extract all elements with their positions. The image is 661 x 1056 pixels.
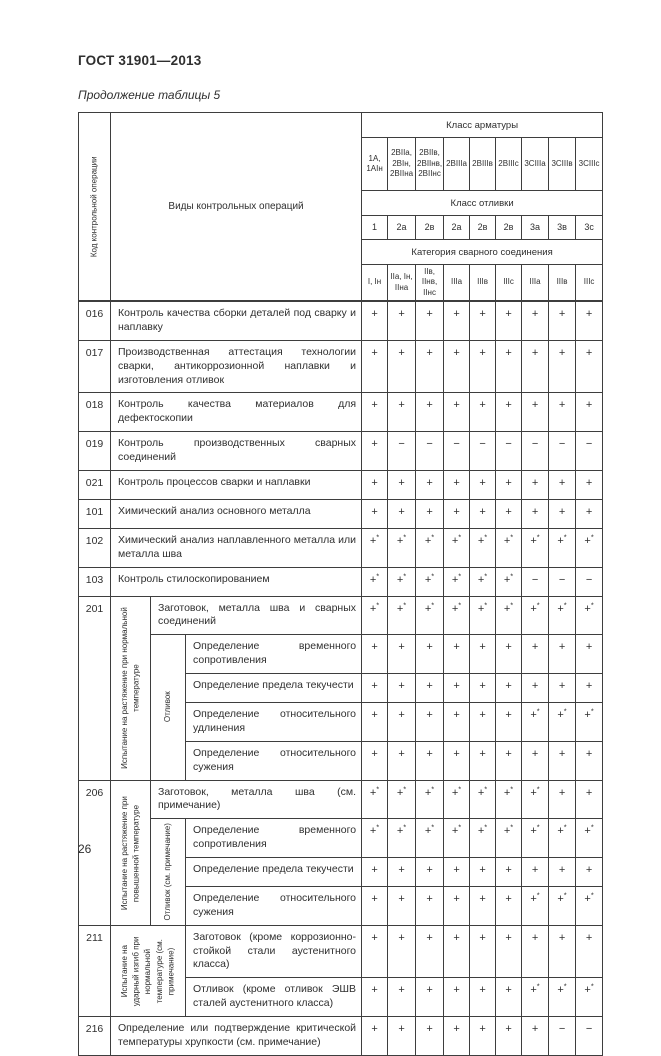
value-cell: + — [416, 857, 444, 886]
value-cell: + — [470, 703, 496, 742]
value-cell: + — [470, 301, 496, 340]
value-cell: + — [444, 741, 470, 780]
value-cell: + — [522, 470, 549, 499]
value-cell: + — [362, 978, 388, 1017]
value-cell: + — [522, 393, 549, 432]
value-cell: + — [388, 301, 416, 340]
value-cell: + — [388, 1016, 416, 1055]
value-cell: + — [444, 1016, 470, 1055]
value-cell: + — [362, 857, 388, 886]
op-code: 206 — [79, 780, 111, 925]
value-cell: +* — [416, 528, 444, 567]
value-cell: + — [496, 674, 522, 703]
op-code: 018 — [79, 393, 111, 432]
value-cell: + — [362, 301, 388, 340]
value-cell: +* — [362, 596, 388, 635]
value-cell: + — [576, 857, 603, 886]
value-cell: + — [576, 780, 603, 819]
value-cell: +* — [388, 780, 416, 819]
value-cell: + — [444, 978, 470, 1017]
op-desc: Определение относительного сужения — [186, 886, 362, 925]
value-cell: +* — [522, 780, 549, 819]
armature-class-header: 2ВIIв, 2ВIIнв, 2ВIIнс — [416, 138, 444, 191]
op-code: 103 — [79, 567, 111, 596]
armature-class-header: 3СIIIа — [522, 138, 549, 191]
value-cell: +* — [416, 567, 444, 596]
value-cell: +* — [388, 528, 416, 567]
value-cell: +* — [496, 780, 522, 819]
value-cell: +* — [444, 596, 470, 635]
op-code: 102 — [79, 528, 111, 567]
value-cell: + — [549, 393, 576, 432]
op-code: 201 — [79, 596, 111, 780]
casting-class-header: 1 — [362, 216, 388, 240]
value-cell: + — [549, 674, 576, 703]
op-desc: Определение относительного удлинения — [186, 703, 362, 742]
op-code: 019 — [79, 432, 111, 471]
page-number: 26 — [78, 842, 92, 856]
value-cell: + — [416, 978, 444, 1017]
value-cell: + — [362, 741, 388, 780]
value-cell: + — [444, 340, 470, 393]
casting-class-header: 3с — [576, 216, 603, 240]
value-cell: + — [470, 340, 496, 393]
value-cell: +* — [444, 567, 470, 596]
value-cell: + — [416, 393, 444, 432]
value-cell: + — [496, 886, 522, 925]
value-cell: + — [576, 741, 603, 780]
value-cell: + — [496, 393, 522, 432]
casting-class-header: 3а — [522, 216, 549, 240]
value-cell: +* — [470, 780, 496, 819]
value-cell: + — [576, 635, 603, 674]
value-cell: + — [470, 635, 496, 674]
op-desc: Химический анализ наплавленного металла или металла шва — [111, 528, 362, 567]
test-group-label: Испытание на ударный изгиб при нормальной температуре (см. примечание) — [111, 925, 186, 1016]
value-cell: + — [549, 925, 576, 978]
value-cell: − — [576, 432, 603, 471]
casting-class-header: 2в — [470, 216, 496, 240]
value-cell: + — [388, 470, 416, 499]
value-cell: + — [444, 499, 470, 528]
value-cell: + — [470, 1016, 496, 1055]
value-cell: − — [522, 432, 549, 471]
value-cell: + — [522, 499, 549, 528]
value-cell: +* — [522, 886, 549, 925]
value-cell: + — [444, 470, 470, 499]
value-cell: + — [470, 978, 496, 1017]
control-operations-table — [78, 112, 603, 1056]
weld-category-header: IIа, Iн, IIна — [388, 265, 416, 302]
op-code-column-header: Код контрольной операции — [79, 113, 111, 302]
value-cell: + — [388, 886, 416, 925]
weld-category-header: IIIс — [496, 265, 522, 302]
armature-class-header: 2ВIIIа — [444, 138, 470, 191]
value-cell: + — [496, 741, 522, 780]
value-cell: + — [444, 674, 470, 703]
value-cell: +* — [576, 596, 603, 635]
value-cell: + — [549, 340, 576, 393]
value-cell: + — [549, 635, 576, 674]
value-cell: + — [444, 635, 470, 674]
value-cell: + — [549, 741, 576, 780]
armature-class-header: 2ВIIIс — [496, 138, 522, 191]
value-cell: − — [416, 432, 444, 471]
op-desc: Отливок (кроме отливок ЭШВ сталей аустенитного класса) — [186, 978, 362, 1017]
value-cell: − — [470, 432, 496, 471]
document-title: ГОСТ 31901—2013 — [78, 53, 202, 68]
value-cell: +* — [496, 819, 522, 858]
value-cell: + — [470, 857, 496, 886]
value-cell: + — [496, 925, 522, 978]
value-cell: +* — [496, 528, 522, 567]
value-cell: +* — [576, 528, 603, 567]
value-cell: + — [576, 674, 603, 703]
value-cell: +* — [388, 596, 416, 635]
value-cell: +* — [444, 819, 470, 858]
value-cell: + — [362, 432, 388, 471]
value-cell: + — [388, 703, 416, 742]
value-cell: + — [496, 340, 522, 393]
value-cell: +* — [522, 703, 549, 742]
value-cell: − — [576, 1016, 603, 1055]
value-cell: − — [576, 567, 603, 596]
armature-class-header: 3СIIIв — [549, 138, 576, 191]
value-cell: + — [416, 301, 444, 340]
value-cell: +* — [549, 819, 576, 858]
value-cell: + — [388, 925, 416, 978]
value-cell: + — [470, 886, 496, 925]
op-desc: Контроль качества материалов для дефектоскопии — [111, 393, 362, 432]
value-cell: − — [388, 432, 416, 471]
value-cell: +* — [522, 528, 549, 567]
value-cell: + — [522, 1016, 549, 1055]
casting-class-band: Класс отливки — [362, 191, 603, 216]
value-cell: + — [416, 499, 444, 528]
value-cell: +* — [362, 567, 388, 596]
value-cell: + — [388, 857, 416, 886]
value-cell: +* — [470, 528, 496, 567]
value-cell: + — [416, 674, 444, 703]
op-desc: Заготовок, металла шва и сварных соединений — [151, 596, 362, 635]
value-cell: + — [522, 857, 549, 886]
table-caption: Продолжение таблицы 5 — [78, 88, 221, 102]
op-desc: Определение временного сопротивления — [186, 819, 362, 858]
value-cell: + — [470, 674, 496, 703]
op-desc: Определение предела текучести — [186, 857, 362, 886]
armature-class-header: 2ВIIIв — [470, 138, 496, 191]
value-cell: +* — [549, 703, 576, 742]
value-cell: +* — [576, 703, 603, 742]
value-cell: + — [444, 393, 470, 432]
weld-category-band: Категория сварного соединения — [362, 240, 603, 265]
value-cell: +* — [362, 780, 388, 819]
operations-column-header: Виды контрольных операций — [111, 113, 362, 302]
value-cell: + — [549, 301, 576, 340]
op-desc: Контроль качества сборки деталей под сварку и наплавку — [111, 301, 362, 340]
op-desc: Определение предела текучести — [186, 674, 362, 703]
value-cell: +* — [496, 596, 522, 635]
value-cell: + — [362, 470, 388, 499]
specimen-group-label: Отливок — [151, 635, 186, 780]
value-cell: +* — [416, 596, 444, 635]
weld-category-header: IIIв — [549, 265, 576, 302]
value-cell: + — [496, 857, 522, 886]
test-group-label: Испытание на растяжение при повышенной температуре — [111, 780, 151, 925]
value-cell: − — [549, 1016, 576, 1055]
value-cell: + — [388, 499, 416, 528]
value-cell: + — [388, 393, 416, 432]
value-cell: + — [388, 978, 416, 1017]
op-desc: Определение временного сопротивления — [186, 635, 362, 674]
value-cell: + — [416, 1016, 444, 1055]
value-cell: + — [522, 741, 549, 780]
armature-class-band: Класс арматуры — [362, 113, 603, 138]
value-cell: + — [444, 886, 470, 925]
value-cell: + — [522, 635, 549, 674]
value-cell: + — [416, 741, 444, 780]
value-cell: + — [470, 499, 496, 528]
value-cell: + — [496, 978, 522, 1017]
value-cell: + — [576, 470, 603, 499]
value-cell: + — [416, 635, 444, 674]
value-cell: − — [549, 567, 576, 596]
casting-class-header: 2а — [388, 216, 416, 240]
value-cell: + — [362, 674, 388, 703]
value-cell: +* — [549, 886, 576, 925]
value-cell: + — [416, 703, 444, 742]
value-cell: +* — [522, 596, 549, 635]
weld-category-header: IIIа — [522, 265, 549, 302]
value-cell: + — [576, 499, 603, 528]
op-desc: Контроль стилоскопированием — [111, 567, 362, 596]
value-cell: + — [496, 470, 522, 499]
op-desc: Определение относительного сужения — [186, 741, 362, 780]
value-cell: +* — [522, 978, 549, 1017]
value-cell: + — [388, 674, 416, 703]
value-cell: + — [416, 340, 444, 393]
value-cell: + — [496, 635, 522, 674]
value-cell: + — [496, 301, 522, 340]
value-cell: +* — [416, 819, 444, 858]
value-cell: + — [416, 470, 444, 499]
value-cell: +* — [522, 819, 549, 858]
value-cell: + — [576, 301, 603, 340]
armature-class-header: 3СIIIс — [576, 138, 603, 191]
value-cell: +* — [470, 819, 496, 858]
value-cell: +* — [576, 978, 603, 1017]
value-cell: + — [549, 470, 576, 499]
value-cell: + — [576, 340, 603, 393]
value-cell: +* — [416, 780, 444, 819]
value-cell: + — [362, 499, 388, 528]
value-cell: + — [496, 499, 522, 528]
value-cell: +* — [388, 819, 416, 858]
op-desc: Определение или подтверждение критической температуры хрупкости (см. примечание) — [111, 1016, 362, 1055]
specimen-group-label: Отливок (см. примечание) — [151, 819, 186, 925]
casting-class-header: 2а — [444, 216, 470, 240]
value-cell: +* — [496, 567, 522, 596]
weld-category-header: IIIа — [444, 265, 470, 302]
value-cell: + — [362, 925, 388, 978]
value-cell: + — [444, 703, 470, 742]
op-code: 101 — [79, 499, 111, 528]
op-code: 216 — [79, 1016, 111, 1055]
value-cell: − — [496, 432, 522, 471]
test-group-label: Испытание на растяжение при нормальной температуре — [111, 596, 151, 780]
value-cell: +* — [388, 567, 416, 596]
value-cell: + — [522, 925, 549, 978]
value-cell: + — [416, 925, 444, 978]
op-desc: Заготовок, металла шва (см. примечание) — [151, 780, 362, 819]
value-cell: +* — [444, 528, 470, 567]
value-cell: + — [362, 703, 388, 742]
casting-class-header: 3в — [549, 216, 576, 240]
casting-class-header: 2в — [496, 216, 522, 240]
value-cell: + — [470, 393, 496, 432]
op-desc: Заготовок (кроме коррозионно-стойкой стали аустенитного класса) — [186, 925, 362, 978]
value-cell: − — [444, 432, 470, 471]
weld-category-header: IIIс — [576, 265, 603, 302]
op-code: 017 — [79, 340, 111, 393]
value-cell: + — [388, 635, 416, 674]
value-cell: + — [470, 470, 496, 499]
value-cell: + — [444, 301, 470, 340]
value-cell: +* — [549, 596, 576, 635]
value-cell: + — [496, 1016, 522, 1055]
value-cell: + — [388, 741, 416, 780]
value-cell: +* — [470, 596, 496, 635]
value-cell: + — [444, 925, 470, 978]
op-desc: Контроль производственных сварных соединений — [111, 432, 362, 471]
value-cell: + — [549, 499, 576, 528]
op-desc: Химический анализ основного металла — [111, 499, 362, 528]
value-cell: + — [549, 780, 576, 819]
value-cell: +* — [362, 819, 388, 858]
value-cell: + — [496, 703, 522, 742]
weld-category-header: I, Iн — [362, 265, 388, 302]
value-cell: + — [416, 886, 444, 925]
value-cell: +* — [549, 528, 576, 567]
value-cell: + — [522, 674, 549, 703]
op-code: 211 — [79, 925, 111, 1016]
value-cell: + — [362, 635, 388, 674]
value-cell: + — [576, 393, 603, 432]
op-code: 021 — [79, 470, 111, 499]
value-cell: +* — [470, 567, 496, 596]
value-cell: − — [549, 432, 576, 471]
value-cell: + — [470, 925, 496, 978]
armature-class-header: 1А, 1АIн — [362, 138, 388, 191]
weld-category-header: IIв, IIнв, IIнс — [416, 265, 444, 302]
armature-class-header: 2ВIIа, 2ВIн, 2ВIIна — [388, 138, 416, 191]
value-cell: + — [576, 925, 603, 978]
value-cell: +* — [576, 886, 603, 925]
value-cell: + — [388, 340, 416, 393]
value-cell: − — [522, 567, 549, 596]
op-desc: Контроль процессов сварки и наплавки — [111, 470, 362, 499]
value-cell: + — [470, 741, 496, 780]
op-desc: Производственная аттестация технологии сварки, антикоррозионной наплавки и изготовления отливок — [111, 340, 362, 393]
value-cell: +* — [549, 978, 576, 1017]
op-code: 016 — [79, 301, 111, 340]
value-cell: + — [444, 857, 470, 886]
value-cell: +* — [362, 528, 388, 567]
value-cell: + — [522, 301, 549, 340]
value-cell: + — [362, 340, 388, 393]
value-cell: +* — [444, 780, 470, 819]
value-cell: + — [522, 340, 549, 393]
value-cell: + — [362, 886, 388, 925]
casting-class-header: 2в — [416, 216, 444, 240]
value-cell: + — [362, 1016, 388, 1055]
value-cell: +* — [576, 819, 603, 858]
value-cell: + — [549, 857, 576, 886]
value-cell: + — [362, 393, 388, 432]
weld-category-header: IIIв — [470, 265, 496, 302]
